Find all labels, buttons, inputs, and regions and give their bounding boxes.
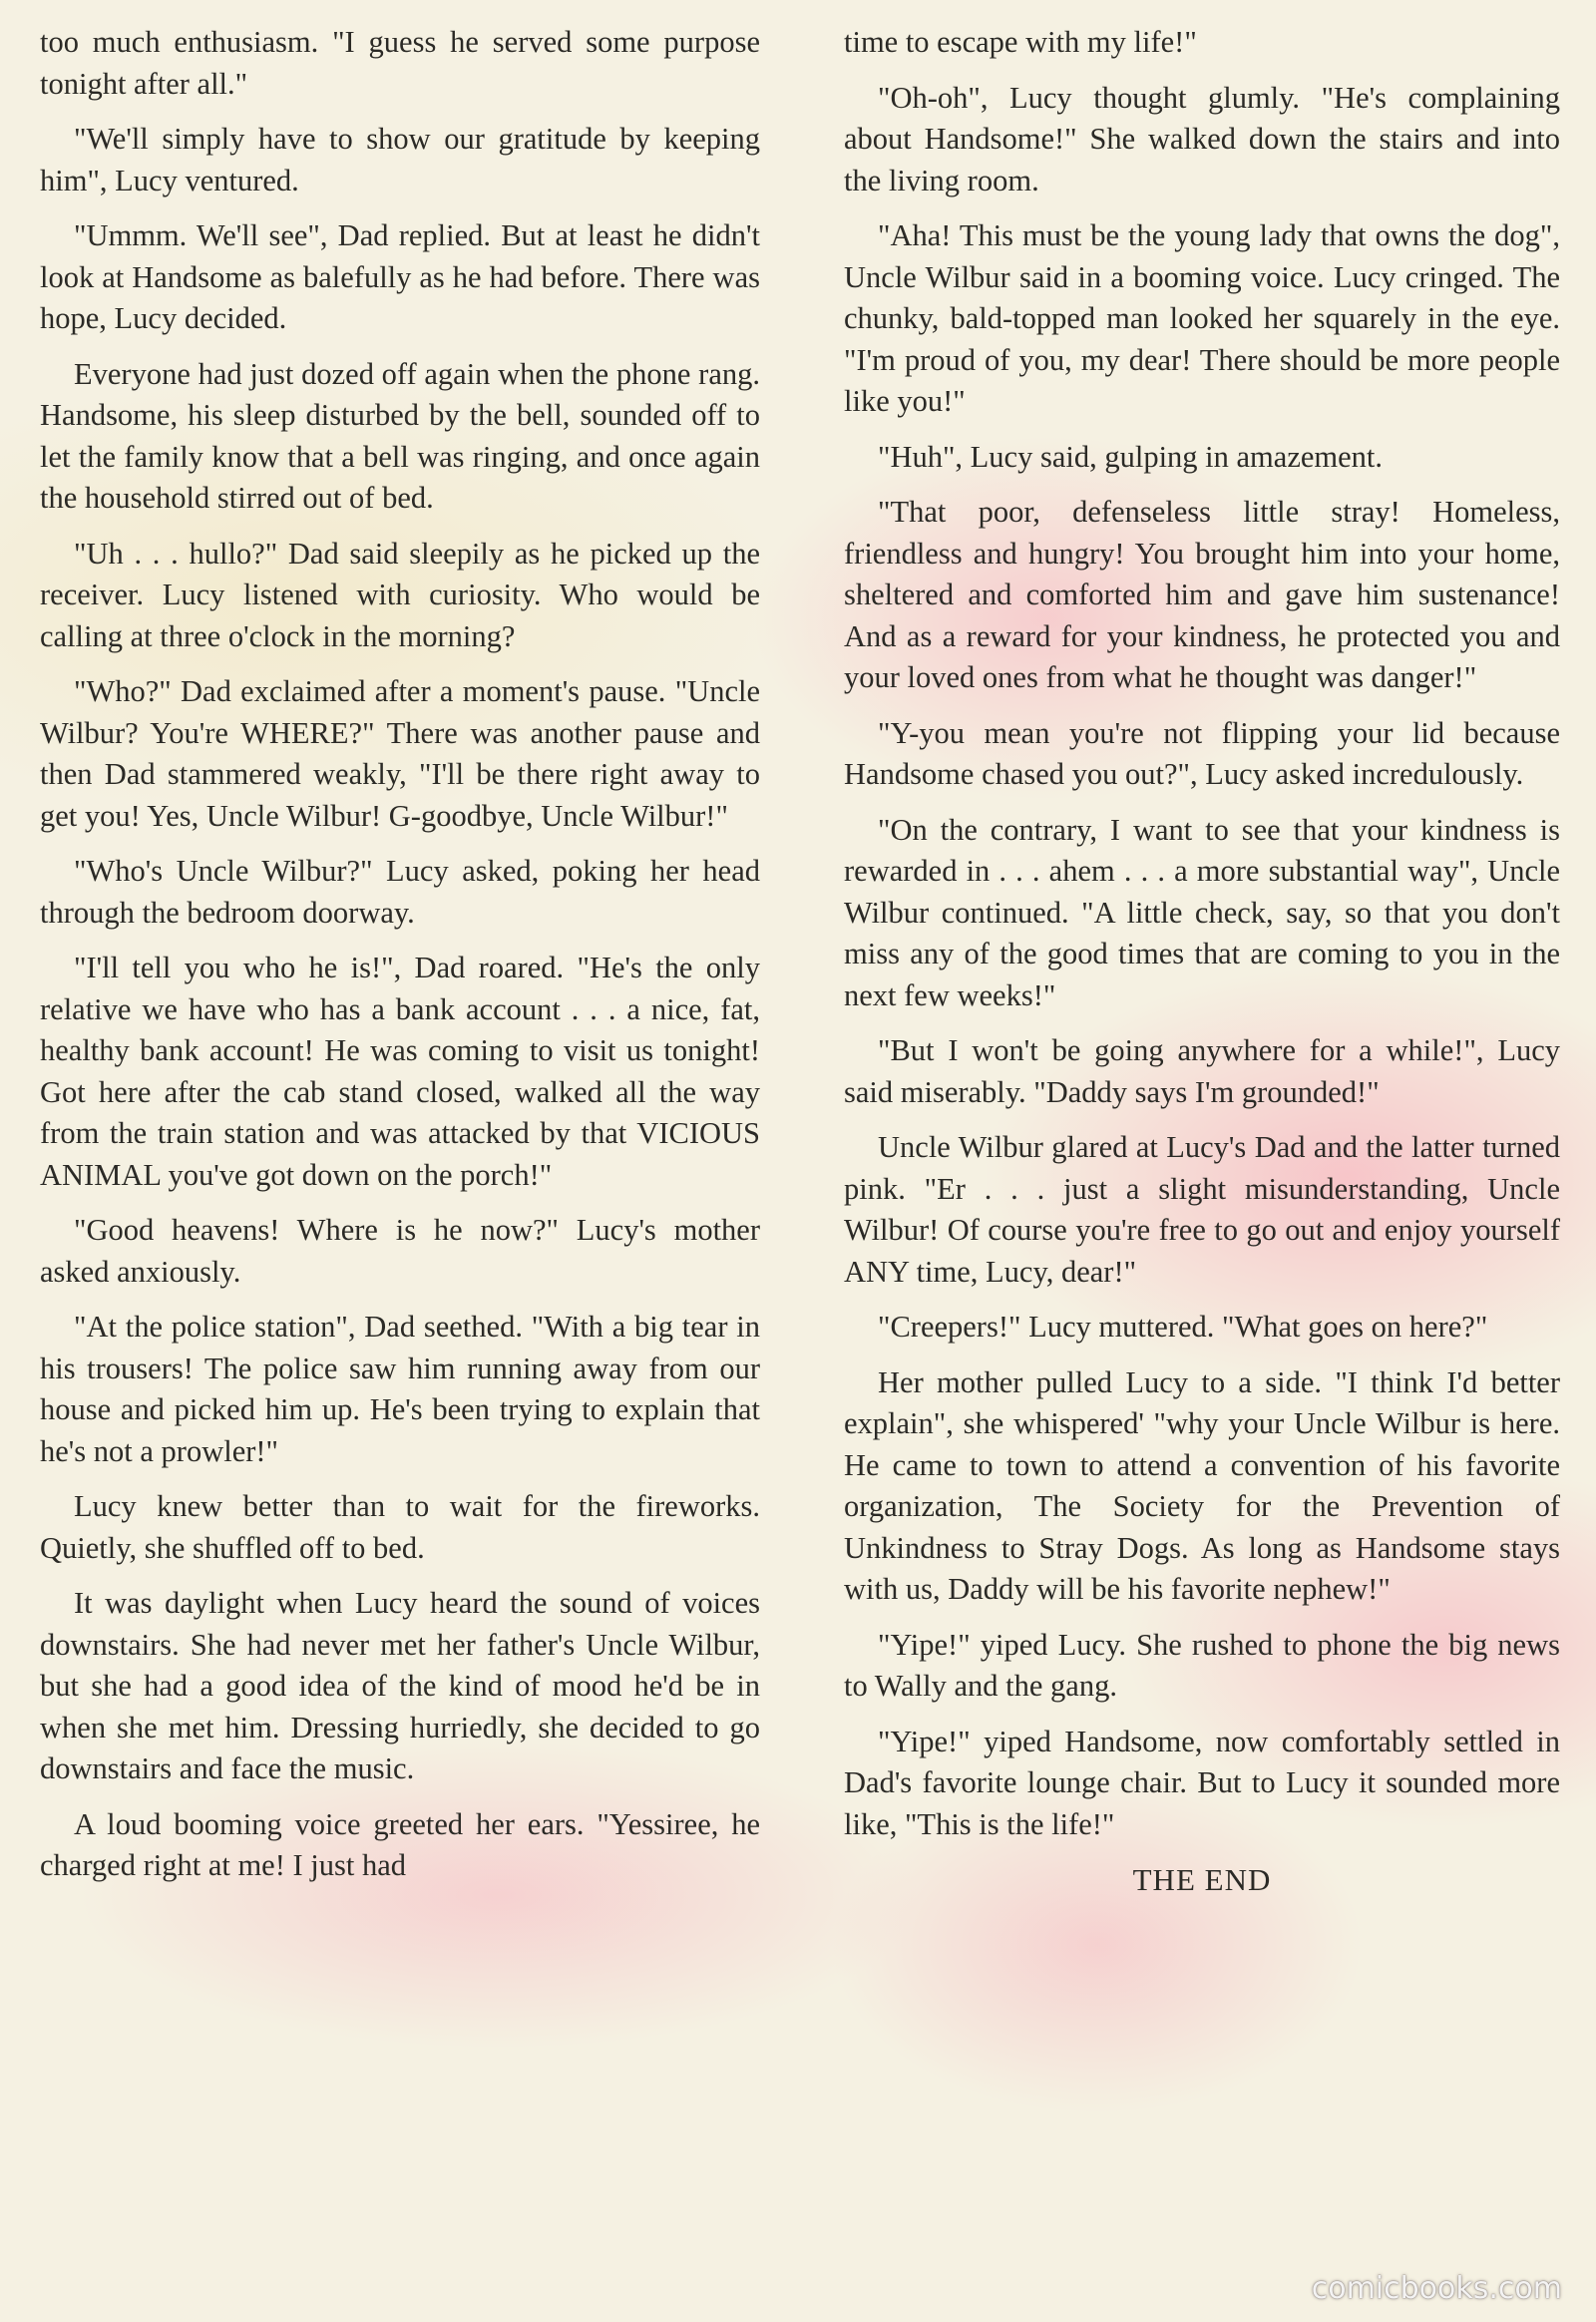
paragraph: Her mother pulled Lucy to a side. "I think I'd better explain", she whispered' "why your Uncle Wilbur is here. He came to town to attend a convention of his favorite organization, The Society for the Prevention of Unkindness to Stray Dogs. As long as Handsome stays with us, Daddy will be his favorite nephew!"	[844, 1364, 1560, 1606]
paragraph: A loud booming voice greeted her ears. "Yessiree, he charged right at me! I just had	[40, 1806, 760, 1882]
paragraph: "Who's Uncle Wilbur?" Lucy asked, poking her head through the bedroom doorway.	[40, 854, 760, 930]
right-column	[844, 22, 1560, 1901]
paragraph: "That poor, defenseless little stray! Homeless, friendless and hungry! You brought him into your home, sheltered and comforted him and gave him sustenance! And as a reward for your kindness, he protected you and your loved ones from what he thought was danger!"	[844, 495, 1560, 694]
paragraph: too much enthusiasm. "I guess he served some purpose tonight after all."	[40, 25, 760, 101]
paragraph: "Yipe!" yiped Lucy. She rushed to phone the big news to Wally and the gang.	[844, 1627, 1560, 1703]
paragraph: "We'll simply have to show our gratitude by keeping him", Lucy ventured.	[40, 122, 760, 197]
paragraph: "I'll tell you who he is!", Dad roared. "He's the only relative we have who has a bank account . . . a nice, fat, healthy bank account! He was coming to visit us tonight! Got here after the cab stand closed, walked all the way from the train station and was attacked by that VICIOUS ANIMAL you've got down on the porch!"	[40, 951, 760, 1192]
the-end-label: THE END	[1132, 1862, 1272, 1897]
paragraph: "Oh-oh", Lucy thought glumly. "He's complaining about Handsome!" She walked down the stairs and into the living room.	[844, 80, 1560, 197]
paragraph: "Y-you mean you're not flipping your lid because Handsome chased you out?", Lucy asked incredulously.	[844, 715, 1560, 791]
paragraph: "Uh . . . hullo?" Dad said sleepily as he picked up the receiver. Lucy listened with curiosity. Who would be calling at three o'clock in the morning?	[40, 536, 760, 653]
watermark: comicbooks.com	[1311, 2271, 1562, 2306]
paragraph: time to escape with my life!"	[844, 25, 1197, 59]
paragraph: "On the contrary, I want to see that your kindness is rewarded in . . . ahem . . . a more substantial way", Uncle Wilbur continued. "A little check, say, so that you don't miss any of the good times that are coming to you in the next few weeks!"	[844, 812, 1560, 1012]
left-column	[40, 22, 760, 1901]
paragraph: "At the police station", Dad seethed. "With a big tear in his trousers! The police saw him running away from our house and picked him up. He's been trying to explain that he's not a prowler!"	[40, 1310, 760, 1468]
paragraph: "Huh", Lucy said, gulping in amazement.	[878, 439, 1384, 474]
paragraph: "Good heavens! Where is he now?" Lucy's mother asked anxiously.	[40, 1213, 760, 1289]
paragraph: It was daylight when Lucy heard the sound of voices downstairs. She had never met her father's Uncle Wilbur, but she had a good idea of the kind of mood he'd be in when she met him. Dressing hurriedly, she decided to go downstairs and face the music.	[40, 1586, 760, 1785]
paragraph: "But I won't be going anywhere for a while!", Lucy said miserably. "Daddy says I'm grounded!"	[844, 1033, 1560, 1109]
paragraph: "Who?" Dad exclaimed after a moment's pause. "Uncle Wilbur? You're WHERE?" There was another pause and then Dad stammered weakly, "I'll be there right away to get you! Yes, Uncle Wilbur! G-goodbye, Uncle Wilbur!"	[40, 674, 760, 833]
paragraph: Lucy knew better than to wait for the fireworks. Quietly, she shuffled off to bed.	[40, 1489, 760, 1565]
paragraph: Everyone had just dozed off again when the phone rang. Handsome, his sleep disturbed by the bell, sounded off to let the family know that a bell was ringing, and once again the household stirred out of bed.	[40, 356, 760, 515]
paragraph: "Creepers!" Lucy muttered. "What goes on here?"	[878, 1310, 1488, 1344]
paragraph: Uncle Wilbur glared at Lucy's Dad and the latter turned pink. "Er . . . just a slight misunderstanding, Uncle Wilbur! Of course you're free to go out and enjoy yourself ANY time, Lucy, dear!"	[844, 1130, 1560, 1289]
paragraph: "Ummm. We'll see", Dad replied. But at least he didn't look at Handsome as balefully as he had before. There was hope, Lucy decided.	[40, 218, 760, 335]
paragraph: "Yipe!" yiped Handsome, now comfortably settled in Dad's favorite lounge chair. But to Lucy it sounded more like, "This is the life!"	[844, 1724, 1560, 1841]
paragraph: "Aha! This must be the young lady that owns the dog", Uncle Wilbur said in a booming voice. Lucy cringed. The chunky, bald-topped man looked her squarely in the eye. "I'm proud of you, my dear! There should be more people like you!"	[844, 218, 1560, 418]
